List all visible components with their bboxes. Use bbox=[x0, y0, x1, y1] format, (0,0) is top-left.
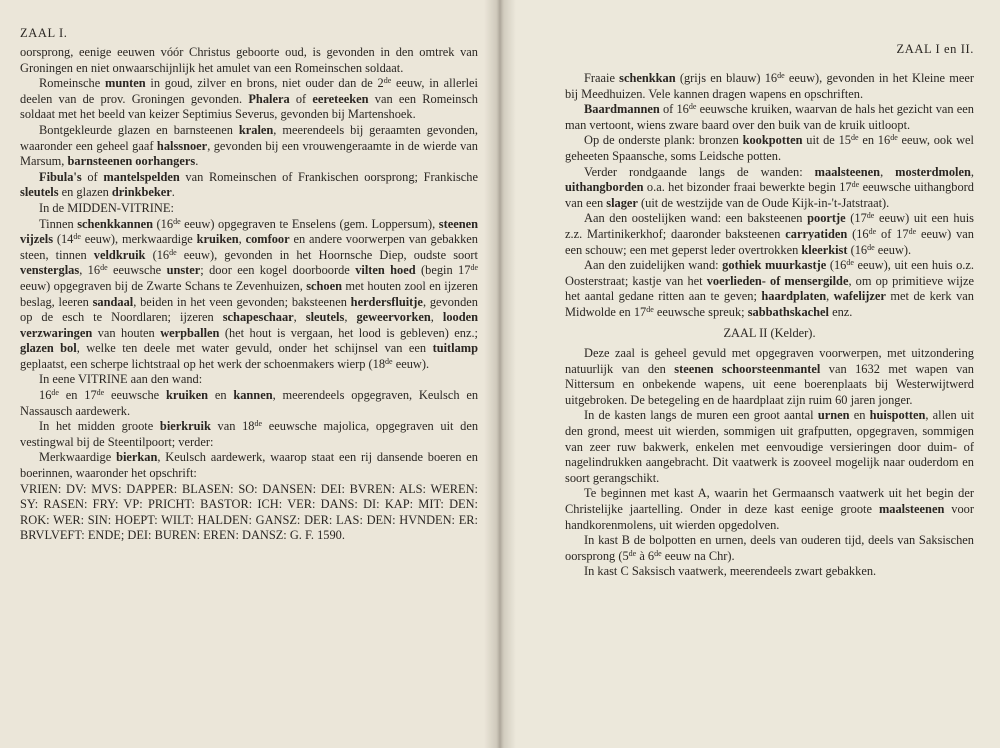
paragraph: Te beginnen met kast A, waarin het Germaansch vaatwerk uit het begin der Christelijke jaartelling. Onder in deze kast eenige groote maalsteenen voor handkorenmolens, uit wierden opgedolven. bbox=[565, 486, 975, 532]
paragraph: In de MIDDEN-VITRINE: bbox=[39, 200, 174, 215]
paragraph: Verder rondgaande langs de wanden: maalsteenen, mosterdmolen, uithangborden o.a. het bizonder fraai bewerkte begin 17de eeuwsche uithangbord van een slager (uit de westzijde van de Oude Kijk-in-'t-Jatstraat). bbox=[565, 164, 974, 210]
right-page-text bbox=[565, 71, 974, 580]
running-head-left: ZAAL I. bbox=[20, 26, 68, 40]
paragraph: Romeinsche munten in goud, zilver en brons, niet ouder dan de 2de eeuw, in allerlei deelen van de prov. Groningen gevonden. Phalera of eereteeken van een Romeinsch soldaat met het beeld van keizer Septimius Severus, gevonden bij Martenshoek. bbox=[20, 76, 478, 122]
paragraph: Op de onderste plank: bronzen kookpotten uit de 15de en 16de eeuw, ook wel geheeten Spaansche, soms Leidsche potten. bbox=[565, 133, 974, 163]
paragraph: oorsprong, eenige eeuwen vóór Christus geboorte oud, is gevonden in den omtrek van Groningen en niet onwaarschijnlijk het amulet van een Romeinschen soldaat. bbox=[20, 45, 478, 75]
paragraph: In het midden groote bierkruik van 18de eeuwsche majolica, opgegraven uit den vestingwal bij de Steentilpoort; verder: bbox=[20, 419, 479, 449]
paragraph: Merkwaardige bierkan, Keulsch aardewerk, waarop staat een rij dansende boeren en boerinnen, waaronder het opschrift: bbox=[20, 450, 478, 481]
paragraph: 16de en 17de eeuwsche kruiken en kannen, meerendeels opgegraven, Keulsch en Nassausch aardewerk. bbox=[20, 388, 479, 418]
right-page bbox=[504, 0, 1000, 748]
paragraph: Aan den zuidelijken wand: gothiek muurkastje (16de eeuw), uit een huis o.z. Oosterstraat; kastje van het voerlieden- of mensergilde, om op primitieve wijze het aantal gedane ritten aan te geven; haardplaten, wafelijzer met de kerk van Midwolde en 17de eeuwsche spreuk; sabbathskachel enz. bbox=[565, 258, 974, 319]
left-page bbox=[0, 0, 496, 748]
paragraph: VRIEN: DV: MVS: DAPPER: BLASEN: SO: DANSEN: DEI: BVREN: ALS: WEREN: SY: RASEN: FRY: VP: PRICHT: BASTOR: ICH: VER: DANS: DI: KAP: MIT: DEN: ROK: WER: SIN: HOEPT: WILT: HALDEN: GANSZ: DER: LAS: DEN: HVNDEN: ER: BRVLVEFT: ENDE; DEI: BUREN: EREN: DANSZ: G. F. 1590. bbox=[20, 481, 478, 543]
paragraph: Tinnen schenkkannen (16de eeuw) opgegraven te Enselens (gem. Loppersum), steenen vijzels (14de eeuw), merkwaardige kruiken, comfoor en andere voorwerpen van gebakken steen, tinnen veldkruik (16de eeuw), gevonden in het Hoornsche Diep, oudste soort vensterglas, 16de eeuwsche unster; door een kogel doorboorde vilten hoed (begin 17de eeuw) opgegraven bij de Zwarte Schans te Zevenhuizen, schoen met houten zool en ijzeren beslag, leeren sandaal, beiden in het veen gevonden; baksteenen herdersfluitje, gevonden op de esch te Noordlaren; ijzeren schapeschaar, sleutels, geweervorken, looden verzwaringen van houten werpballen (het hout is vergaan, het lood is gebleven) enz.; glazen bol, welke ten deele met water gevuld, onder het schijnsel van een tuitlamp geplaatst, een scherpe lichtstraal op het werk der schoenmakers wierp (18de eeuw). bbox=[20, 216, 479, 371]
paragraph: Fibula's of mantelspelden van Romeinschen of Frankischen oorsprong; Frankische sleutels en glazen drinkbeker. bbox=[20, 169, 478, 200]
paragraph: Aan den oostelijken wand: een baksteenen poortje (17de eeuw) uit een huis z.z. Martinikerkhof; daaronder baksteenen carryatiden (16de of 17de eeuw) van een schouw; een met geperst leder overtrokken kleerkist (16de eeuw). bbox=[565, 211, 975, 257]
paragraph: In kast B de bolpotten en urnen, deels van ouderen tijd, deels van Saksischen oorsprong (5de à 6de eeuw na Chr). bbox=[565, 533, 974, 563]
paragraph: In de kasten langs de muren een groot aantal urnen en huispotten, allen uit den grond, meest uit wierden, sommigen uit grafputten, opgegraven, sommigen van zeer ruw bakwerk, enkelen met eenvoudige versieringen door duim- of nagelindrukken aangebracht. Dit vaatwerk is zooveel mogelijk naar ouderdom en soort gerangschikt. bbox=[565, 408, 975, 485]
paragraph: In eene VITRINE aan den wand: bbox=[39, 372, 203, 387]
paragraph: In kast C Saksisch vaatwerk, meerendeels zwart gebakken. bbox=[584, 564, 877, 579]
paragraph: ZAAL II (Kelder). bbox=[723, 325, 816, 340]
book-gutter bbox=[484, 0, 516, 748]
left-page-text bbox=[20, 45, 478, 544]
paragraph: Bontgekleurde glazen en barnsteenen kralen, meerendeels bij geraamten gevonden, waaronder een geheel gaaf halssnoer, gevonden bij een vrouwengeraamte in de wierde van Marsum, barnsteenen oorhangers. bbox=[20, 122, 478, 169]
paragraph: Fraaie schenkkan (grijs en blauw) 16de eeuw), gevonden in het Kleine meer bij Meedhuizen. Vele kannen dragen wapens en opschriften. bbox=[565, 71, 974, 101]
running-head-right: ZAAL I en II. bbox=[896, 42, 974, 56]
paragraph: Deze zaal is geheel gevuld met opgegraven voorwerpen, met uitzondering natuurlijk van den steenen schoorsteenmantel van 1632 met wapen van Nittersum en onbekende wapens, uit eene boerenplaats bij Westerwijtwerd uitgebroken. De betegeling en de haardplaat zijn ruim 60 jaren jonger. bbox=[565, 346, 975, 407]
paragraph: Baardmannen of 16de eeuwsche kruiken, waarvan de hals het gezicht van een man vertoont, wiens zware baard over den buik van de kruik uitloopt. bbox=[565, 102, 974, 132]
